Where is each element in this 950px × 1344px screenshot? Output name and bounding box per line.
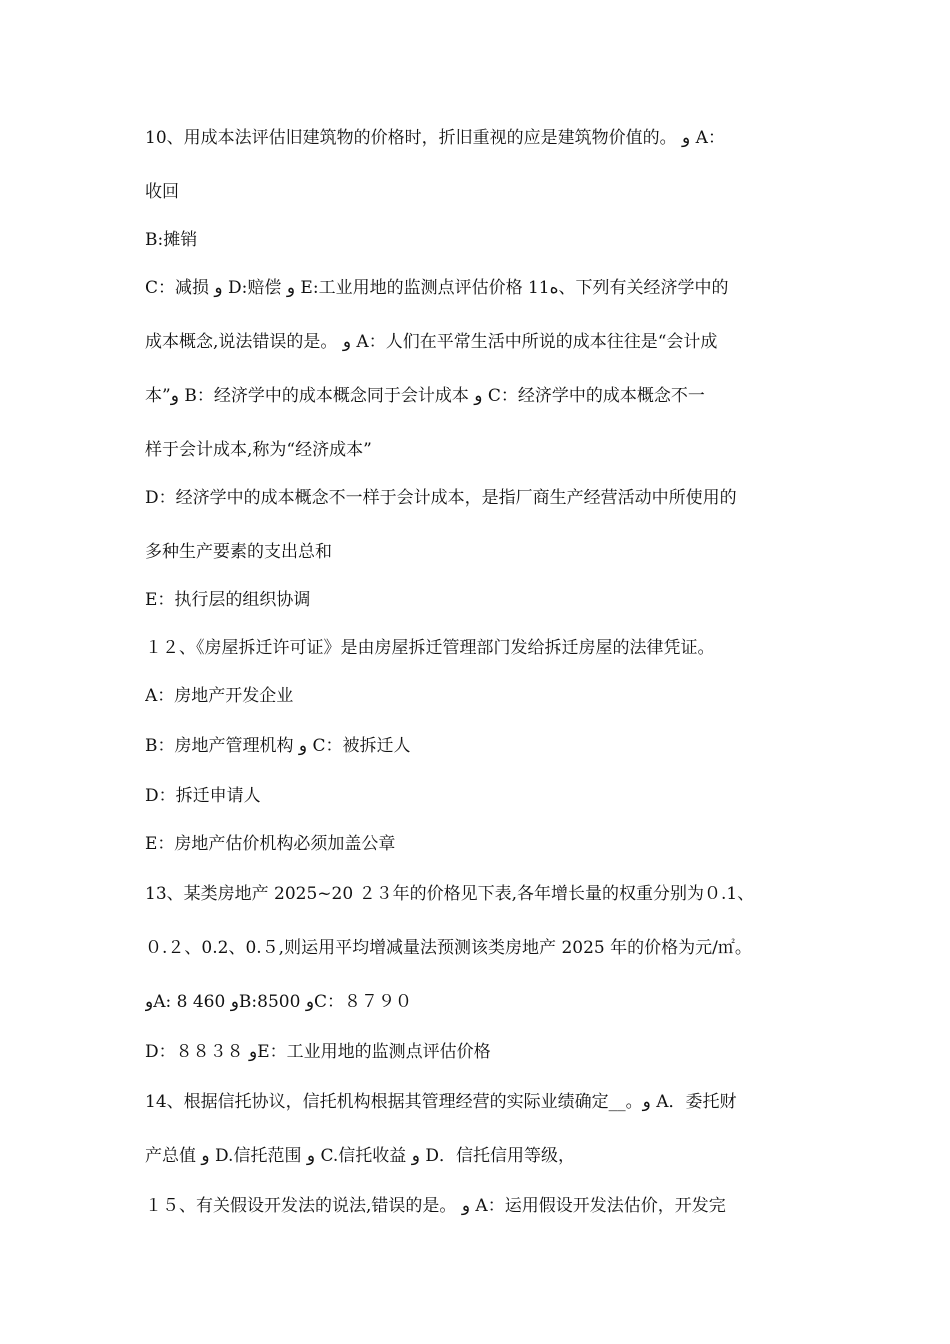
text-line: 样于会计成本,称为“经济成本” [145, 440, 372, 460]
text-line: 本”و B：经济学中的成本概念同于会计成本 و C：经济学中的成本概念不一 [145, 386, 705, 406]
text-line: C：减损 و D:赔偿 و E:工业用地的监测点评估价格 11ه、下列有关经济学中的 [145, 278, 729, 298]
text-line: 10、用成本法评估旧建筑物的价格时，折旧重视的应是建筑物价值的。 و A： [145, 128, 725, 148]
text-line: E：房地产估价机构必须加盖公章 [145, 834, 396, 854]
text-line: D：经济学中的成本概念不一样于会计成本，是指厂商生产经营活动中所使用的 [145, 488, 737, 508]
text-line: وA: 8 460 وB:8500 وC：８７９０ [145, 992, 413, 1012]
text-line: D：拆迁申请人 [145, 786, 261, 806]
text-line: 产总值 و D.信托范围 و C.信托收益 و D．信托信用等级， [145, 1146, 575, 1166]
text-line: １２、《房屋拆迁许可证》是由房屋拆迁管理部门发给拆迁房屋的法律凭证。 [145, 638, 715, 658]
text-line: 14、根据信托协议，信托机构根据其管理经营的实际业绩确定__。و A．委托财 [145, 1092, 737, 1112]
text-line: ０.２、0.2、0.５,则运用平均增减量法预测该类房地产 2025 年的价格为元/㎡。 [145, 938, 752, 958]
text-line: 13、某类房地产 2025~20 ２３年的价格见下表,各年增长量的权重分别为０.1、 [145, 884, 755, 904]
text-line: 多种生产要素的支出总和 [145, 542, 332, 562]
text-line: 收回 [145, 182, 179, 202]
text-line: D：８８３８ وE：工业用地的监测点评估价格 [145, 1042, 491, 1062]
text-line: B:摊销 [145, 230, 198, 250]
text-line: B：房地产管理机构 و C：被拆迁人 [145, 736, 411, 756]
text-line: E：执行层的组织协调 [145, 590, 311, 610]
text-line: A：房地产开发企业 [145, 686, 294, 706]
text-line: 成本概念,说法错误的是。 و A：人们在平常生活中所说的成本往往是“会计成 [145, 332, 718, 352]
text-line: １５、有关假设开发法的说法,错误的是。 و A：运用假设开发法估价，开发完 [145, 1196, 726, 1216]
